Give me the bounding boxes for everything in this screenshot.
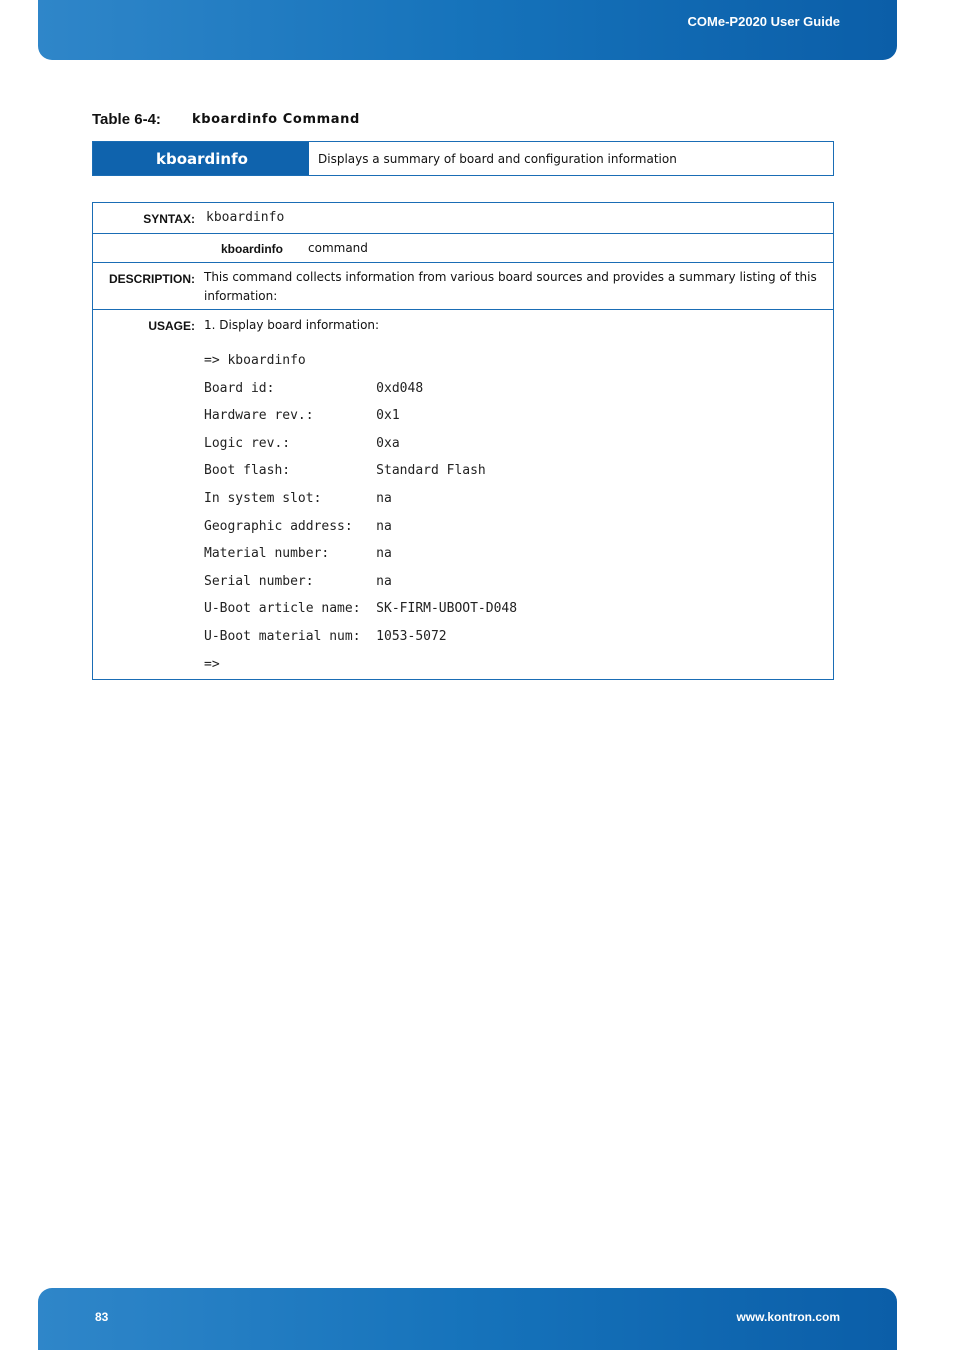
- console-line: =>: [204, 656, 220, 672]
- param-description: command: [308, 241, 368, 255]
- syntax-label: SYNTAX:: [143, 212, 195, 226]
- console-line: Hardware rev.: 0x1: [204, 408, 400, 424]
- command-name: kboardinfo: [156, 150, 248, 168]
- header-banner: [38, 0, 897, 60]
- description-text: This command collects information from various board sources and provides a summary listing of this information:: [204, 270, 817, 303]
- table-caption: [92, 111, 360, 128]
- syntax-value: kboardinfo: [206, 210, 285, 225]
- console-line: U-Boot material num: 1053-5072: [204, 628, 447, 644]
- console-line: Logic rev.: 0xa: [204, 435, 400, 451]
- console-line: Material number: na: [204, 546, 392, 562]
- console-line: U-Boot article name: SK-FIRM-UBOOT-D048: [204, 601, 518, 617]
- description-row: [93, 262, 833, 310]
- command-summary: Displays a summary of board and configuration information: [318, 152, 677, 166]
- syntax-row: [93, 203, 833, 233]
- page-number: 83: [95, 1310, 109, 1324]
- console-line: => kboardinfo: [204, 353, 306, 368]
- usage-row: [93, 309, 833, 680]
- table-number: Table 6-4:: [92, 111, 161, 128]
- description-label: DESCRIPTION:: [108, 272, 195, 286]
- usage-console-output: [204, 351, 517, 682]
- document-title: COMe-P2020 User Guide: [687, 14, 840, 29]
- usage-step: 1. Display board information:: [204, 318, 380, 332]
- command-name-cell: [93, 142, 309, 175]
- console-line: Serial number: na: [204, 573, 392, 589]
- usage-label: USAGE:: [148, 319, 195, 333]
- console-line: Board id: 0xd048: [204, 380, 424, 396]
- param-name: kboardinfo: [221, 242, 283, 256]
- command-header: [92, 141, 834, 176]
- syntax-param-row: [93, 233, 833, 263]
- console-line: Geographic address: na: [204, 518, 392, 534]
- console-line: Boot flash: Standard Flash: [204, 463, 486, 479]
- console-line: In system slot: na: [204, 490, 392, 506]
- footer-banner: [38, 1288, 897, 1350]
- website-link[interactable]: www.kontron.com: [736, 1310, 840, 1324]
- command-table: [92, 202, 834, 680]
- table-title: kboardinfo Command: [192, 112, 360, 127]
